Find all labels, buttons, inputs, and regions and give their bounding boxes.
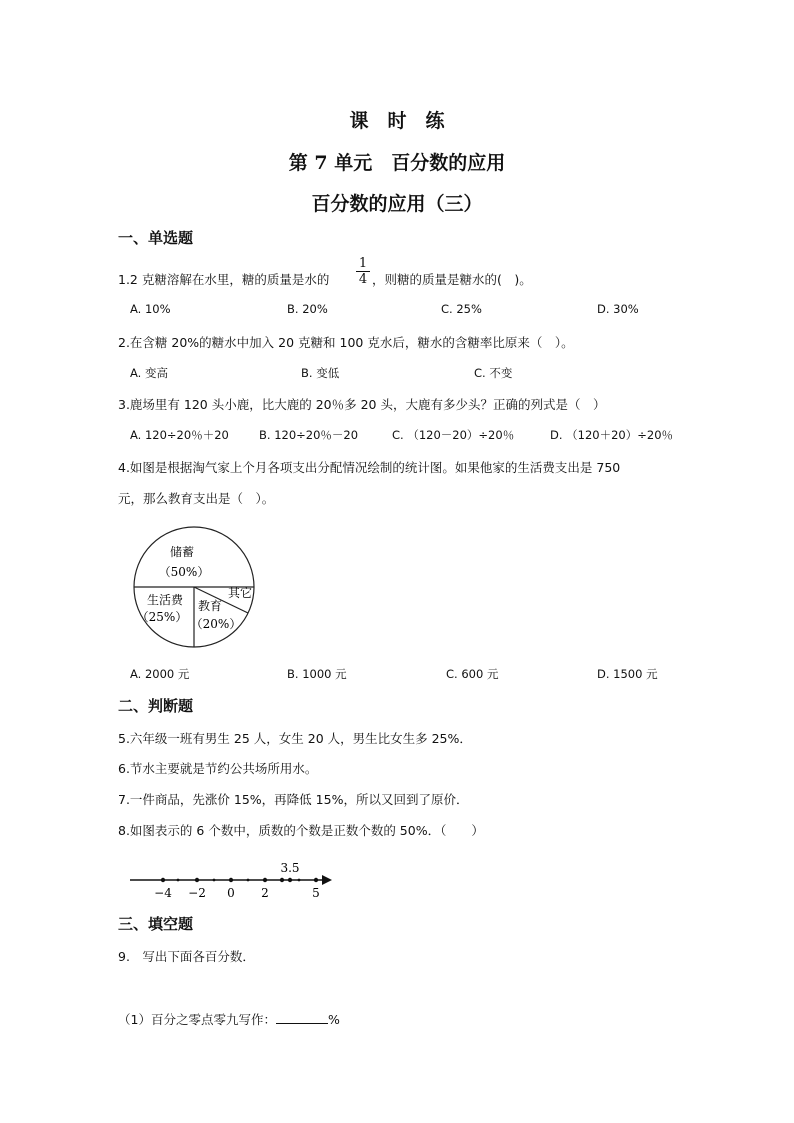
section-heading-true-false: 二、判断题 (118, 697, 194, 715)
tick-neg1 (213, 879, 216, 882)
question-1-text-after: ，则糖的质量是糖水的( )。 (372, 272, 532, 287)
question-2: 2.在含糖 20%的糖水中加入 20 克糖和 100 克水后，糖水的含糖率比原来（ ）。 (118, 335, 574, 350)
q1-option-b[interactable]: B. 20% (287, 302, 328, 316)
question-8: 8.如图表示的 6 个数中，质数的个数是正数个数的 50%．（ ） (118, 823, 484, 838)
fraction-numerator: 1 (358, 256, 368, 271)
pie-pct-living: （25%） (136, 610, 188, 624)
question-3: 3.鹿场里有 120 头小鹿，比大鹿的 20％多 20 头，大鹿有多少头？正确的列式是（ ） (118, 397, 606, 412)
q1-option-d[interactable]: D. 30% (597, 302, 639, 316)
point-2 (263, 878, 267, 882)
question-9: 9. 写出下面各百分数． (118, 949, 255, 964)
question-9-1-text: （1）百分之零点零九写作： (118, 1012, 276, 1027)
q3-option-b[interactable]: B. 120÷20％－20 (259, 428, 359, 442)
number-line-label-5: 5 (312, 886, 320, 900)
q1-option-a[interactable]: A. 10% (130, 302, 171, 316)
pie-label-living: 生活费 (146, 593, 184, 607)
question-1-text-before: 1.2 克糖溶解在水里，糖的质量是水的 (118, 272, 330, 287)
number-line-label-3-5: 3.5 (280, 861, 300, 875)
tick-neg3 (177, 879, 180, 882)
number-line-label-2: 2 (261, 886, 269, 900)
question-9-1 (118, 1010, 340, 1028)
point-3-5 (288, 878, 292, 882)
lesson-title: 百分数的应用（三） (311, 193, 483, 215)
percent-sign: % (327, 1012, 340, 1027)
fraction-denominator: 4 (356, 271, 370, 287)
document-title: 课 时 练 (349, 110, 445, 132)
tick-4 (298, 879, 301, 882)
point-neg4 (161, 878, 165, 882)
question-7: 7.一件商品，先涨价 15%，再降低 15%，所以又回到了原价． (118, 792, 469, 807)
q3-option-a[interactable]: A. 120÷20％＋20 (130, 428, 229, 442)
pie-label-education: 教育 (197, 599, 223, 613)
unit-title: 第 7 单元 百分数的应用 (288, 152, 506, 174)
pie-label-savings: 储蓄 (169, 545, 195, 559)
q2-option-a[interactable]: A. 变高 (130, 366, 168, 380)
q2-option-c[interactable]: C. 不变 (474, 366, 513, 380)
q4-option-b[interactable]: B. 1000 元 (287, 667, 347, 681)
section-heading-single-choice: 一、单选题 (118, 229, 194, 247)
q4-option-c[interactable]: C. 600 元 (446, 667, 499, 681)
question-4-line-2: 元，那么教育支出是（ ）。 (118, 491, 275, 506)
question-6: 6.节水主要就是节约公共场所用水。 (118, 761, 318, 776)
tick-1 (247, 879, 250, 882)
fraction-one-quarter (356, 256, 370, 287)
number-line-label-neg2: −2 (188, 886, 206, 900)
q3-option-c[interactable]: C. （120－20）÷20％ (392, 428, 515, 442)
pie-label-other: 其它 (227, 586, 253, 600)
section-heading-fill-blank: 三、填空题 (118, 915, 194, 933)
point-3 (280, 878, 284, 882)
question-4-line-1: 4.如图是根据淘气家上个月各项支出分配情况绘制的统计图。如果他家的生活费支出是 750 (118, 460, 621, 475)
q1-option-c[interactable]: C. 25% (441, 302, 482, 316)
point-0 (229, 878, 233, 882)
pie-pct-savings: （50%） (158, 565, 210, 579)
q4-option-a[interactable]: A. 2000 元 (130, 667, 190, 681)
question-1 (118, 270, 329, 288)
pie-pct-education: （20%） (190, 617, 242, 631)
number-line (126, 860, 338, 904)
q4-option-d[interactable]: D. 1500 元 (597, 667, 658, 681)
point-5 (314, 878, 318, 882)
number-line-label-neg4: −4 (154, 886, 172, 900)
q2-option-b[interactable]: B. 变低 (301, 366, 340, 380)
question-5: 5.六年级一班有男生 25 人，女生 20 人，男生比女生多 25%． (118, 731, 472, 746)
number-line-label-0: 0 (227, 886, 235, 900)
expense-pie-chart (128, 524, 260, 650)
number-line-arrow (322, 875, 332, 885)
q3-option-d[interactable]: D. （120＋20）÷20％ (550, 428, 674, 442)
point-neg2 (195, 878, 199, 882)
answer-blank[interactable] (276, 1011, 328, 1024)
